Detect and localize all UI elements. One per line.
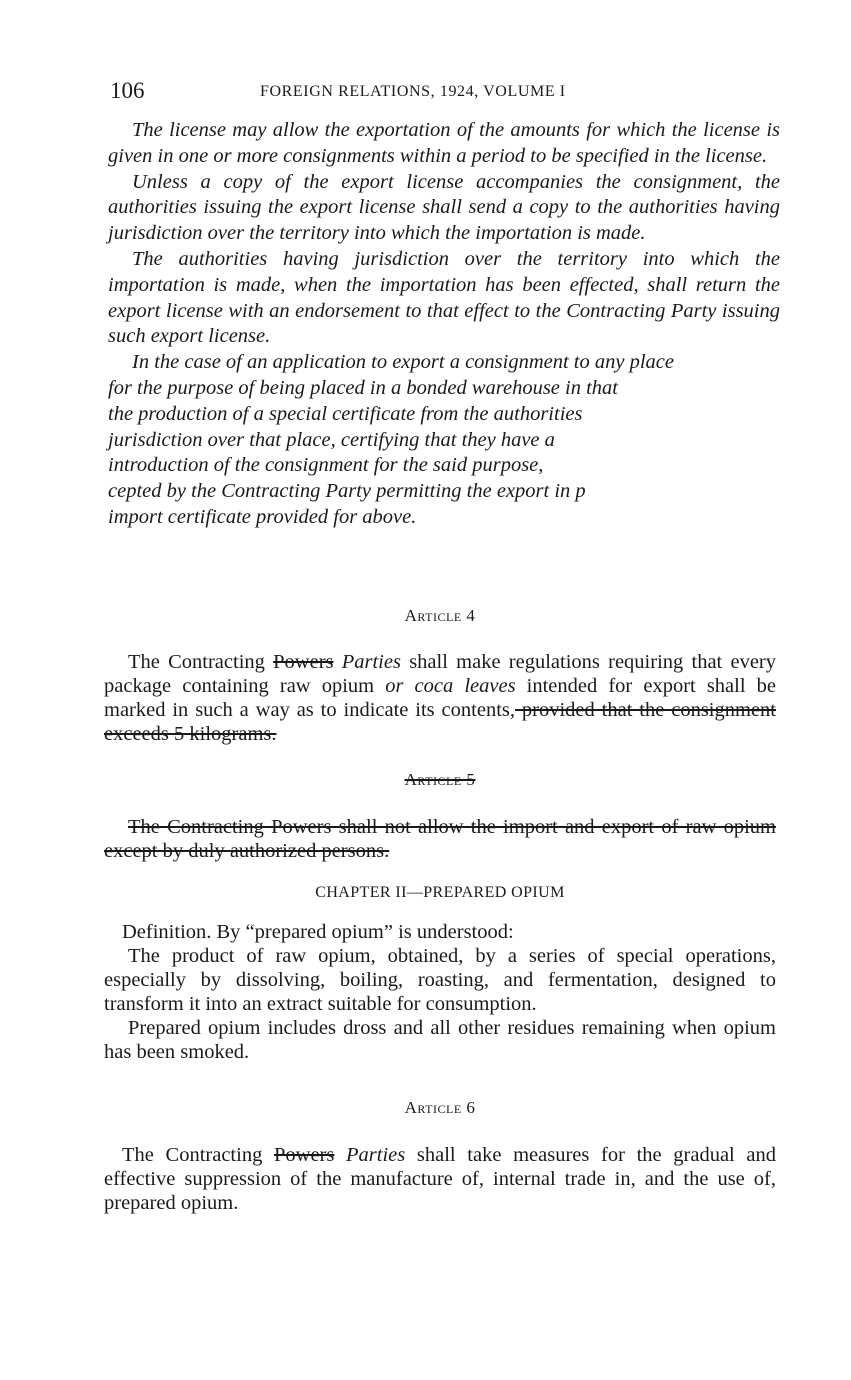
- text-run: intended for export shall be marked in such a way as to indicate its contents,: [104, 675, 776, 721]
- article-5-text: The Contracting Powers shall not allow the import and export of raw opium except by duly authorized persons.: [104, 816, 776, 862]
- clipped-line: jurisdiction over that place, certifying that they have a: [108, 428, 555, 451]
- paragraph-bonded-warehouse: [108, 350, 780, 531]
- dross-paragraph: Prepared opium includes dross and all other residues remaining when opium has been smoked.: [104, 1017, 776, 1063]
- chapter-2-body: [104, 920, 776, 1064]
- paragraph-license-amounts: The license may allow the exportation of the amounts for which the license is given in one or more consignments within a period to be specified in the license.: [108, 119, 780, 167]
- struck-text: Powers: [273, 651, 334, 673]
- inserted-text: or coca leaves: [385, 675, 516, 697]
- chapter-2-heading: CHAPTER II—PREPARED OPIUM: [315, 884, 565, 901]
- inserted-text: Parties: [333, 651, 401, 673]
- clipped-line: import certificate provided for above.: [108, 505, 417, 528]
- article-5-heading: Article 5: [404, 770, 476, 789]
- page-number: 106: [110, 78, 145, 103]
- clipped-line: In the case of an application to export a consignment to any place: [132, 351, 674, 374]
- paragraph-export-license-copy: Unless a copy of the export license accompanies the consignment, the authorities issuing the export license shall send a copy to the authorities having jurisdiction over the territory into which the importation is made.: [108, 170, 780, 245]
- text-run: The Contracting: [122, 1144, 274, 1166]
- struck-text: Powers: [273, 1144, 335, 1166]
- article-4-heading: Article 4: [404, 606, 476, 625]
- running-head: [110, 78, 778, 108]
- article-4-body: [104, 650, 776, 746]
- clipped-line: the production of a special certificate from the authorities: [108, 402, 583, 425]
- running-title: FOREIGN RELATIONS, 1924, VOLUME I: [260, 83, 566, 100]
- italic-amendment-block: [108, 118, 780, 531]
- text-run: shall take measures for the gradual and effective suppression of the manufacture of, internal trade in, and the use of, prepared opium.: [104, 1144, 777, 1214]
- inserted-text: Parties: [334, 1144, 406, 1166]
- text-run: shall make regulations requiring that every package containing raw opium: [104, 651, 777, 697]
- text-run: The Contracting: [128, 651, 274, 673]
- struck-text: provided that the consignment exceeds 5 kilograms.: [104, 699, 776, 745]
- definition-line: Definition. By “prepared opium” is understood:: [122, 921, 514, 943]
- article-6-text: [104, 1143, 776, 1215]
- article-6-body: [104, 1143, 776, 1215]
- article-5-body: [104, 815, 776, 863]
- article-6-heading: Article 6: [404, 1098, 476, 1117]
- clipped-line: cepted by the Contracting Party permitting the export in p: [108, 480, 586, 503]
- article-4-text: [104, 650, 776, 746]
- clipped-line: for the purpose of being placed in a bonded warehouse in that: [108, 376, 618, 399]
- definition-paragraph: The product of raw opium, obtained, by a series of special operations, especially by dissolving, boiling, roasting, and fermentation, designed to transform it into an extract suitable for consumption.: [104, 945, 776, 1015]
- clipped-line: introduction of the consignment for the said purpose,: [108, 454, 544, 477]
- paragraph-return-license: The authorities having jurisdiction over the territory into which the importation is made, when the importation has been effected, shall return the export license with an endorsement to that effect to the Contracting Party issuing such export license.: [108, 247, 780, 348]
